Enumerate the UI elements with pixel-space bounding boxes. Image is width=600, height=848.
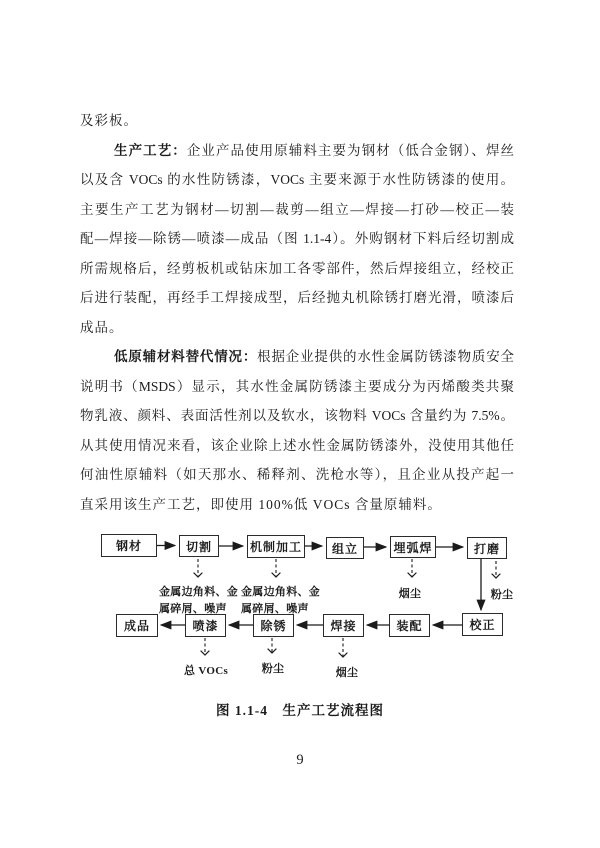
emission-label-fume-welding: 烟尘 <box>335 667 359 679</box>
body-line <box>80 136 514 166</box>
body-line-text: 成品。 <box>80 319 124 335</box>
body-line <box>80 254 514 284</box>
flow-box-welding: 焊接 <box>323 614 364 637</box>
flow-box-saw-welding: 埋弧焊 <box>390 536 436 558</box>
body-line-text: 配—焊接—除锈—喷漆—成品（图 1.1-4）。外购钢材下料后经切割成 <box>80 231 514 246</box>
flow-box-fitup: 组立 <box>326 537 364 559</box>
flow-box-finished: 成品 <box>116 614 158 637</box>
body-line <box>80 490 514 520</box>
body-line-text: 根据企业提供的水性金属防锈漆物质安全 <box>257 349 515 364</box>
body-line <box>80 372 514 402</box>
body-text <box>80 106 514 519</box>
flow-box-derusting: 除锈 <box>253 614 294 637</box>
body-line <box>80 460 514 490</box>
process-flowchart <box>85 525 520 693</box>
body-line <box>80 431 514 461</box>
emission-label-dust-derusting: 粉尘 <box>261 663 285 675</box>
body-line-text: 物乳液、颜料、表面活性剂以及软水，该物料 VOCs 含量约为 7.5%。 <box>80 408 514 423</box>
emission-label-scrap-cutting: 金属边角料、金属碎屑、噪声 <box>159 586 239 615</box>
body-line-text: 直采用该生产工艺，即使用 100%低 VOCs 含量原辅料。 <box>80 496 442 512</box>
body-line <box>80 224 514 254</box>
emission-label-scrap-machining: 金属边角料、金属碎屑、噪声 <box>241 586 321 615</box>
flow-box-correction: 校正 <box>462 613 503 636</box>
body-line <box>80 313 514 343</box>
emission-label-dust-grinding: 粉尘 <box>490 589 514 601</box>
body-line <box>80 283 514 313</box>
flow-box-assembling: 装配 <box>389 614 430 637</box>
body-line <box>80 165 514 195</box>
body-line-text: 从其使用情况来看，该企业除上述水性金属防锈漆外，没使用其他任 <box>80 437 514 453</box>
body-line-text: 主要生产工艺为钢材—切割—裁剪—组立—焊接—打砂—校正—装 <box>80 201 514 217</box>
body-line-text: 后进行装配，再经手工焊接成型，后经抛丸机除锈打磨光滑，喷漆后 <box>80 290 514 305</box>
figure-caption: 图 1.1-4 生产工艺流程图 <box>216 703 384 718</box>
body-line-text: 企业产品使用原辅料主要为钢材（低合金钢）、焊丝 <box>186 142 515 158</box>
page-number: 9 <box>296 752 304 768</box>
flow-box-cutting: 切割 <box>179 535 219 557</box>
body-line-text: 及彩板。 <box>80 113 138 128</box>
body-line-text: 所需规格后，经剪板机或钻床加工各零部件，然后焊接组立，经校正 <box>80 260 514 276</box>
body-line <box>80 342 514 372</box>
flow-box-machining: 机制加工 <box>247 535 305 558</box>
flow-box-steel: 钢材 <box>101 534 157 557</box>
body-line-text: 何油性原辅料（如天那水、稀释剂、洗枪水等），且企业从投产起一 <box>80 467 514 482</box>
body-line <box>80 106 514 136</box>
body-line-text: 以及含 VOCs 的水性防锈漆，VOCs 主要来源于水性防锈漆的使用。 <box>80 172 514 187</box>
emission-label-fume-saw: 烟尘 <box>398 588 422 600</box>
body-line <box>80 401 514 431</box>
paragraph-label: 低原辅材料替代情况： <box>114 349 258 364</box>
body-line <box>80 195 514 225</box>
body-line-text: 说明书（MSDS）显示，其水性金属防锈漆主要成分为丙烯酸类共聚 <box>80 378 514 394</box>
paragraph-label: 生产工艺： <box>114 142 187 158</box>
emission-label-vocs-painting: 总 VOCs <box>183 665 229 677</box>
flow-box-grinding: 打磨 <box>467 537 507 559</box>
flow-box-painting: 喷漆 <box>185 614 226 637</box>
